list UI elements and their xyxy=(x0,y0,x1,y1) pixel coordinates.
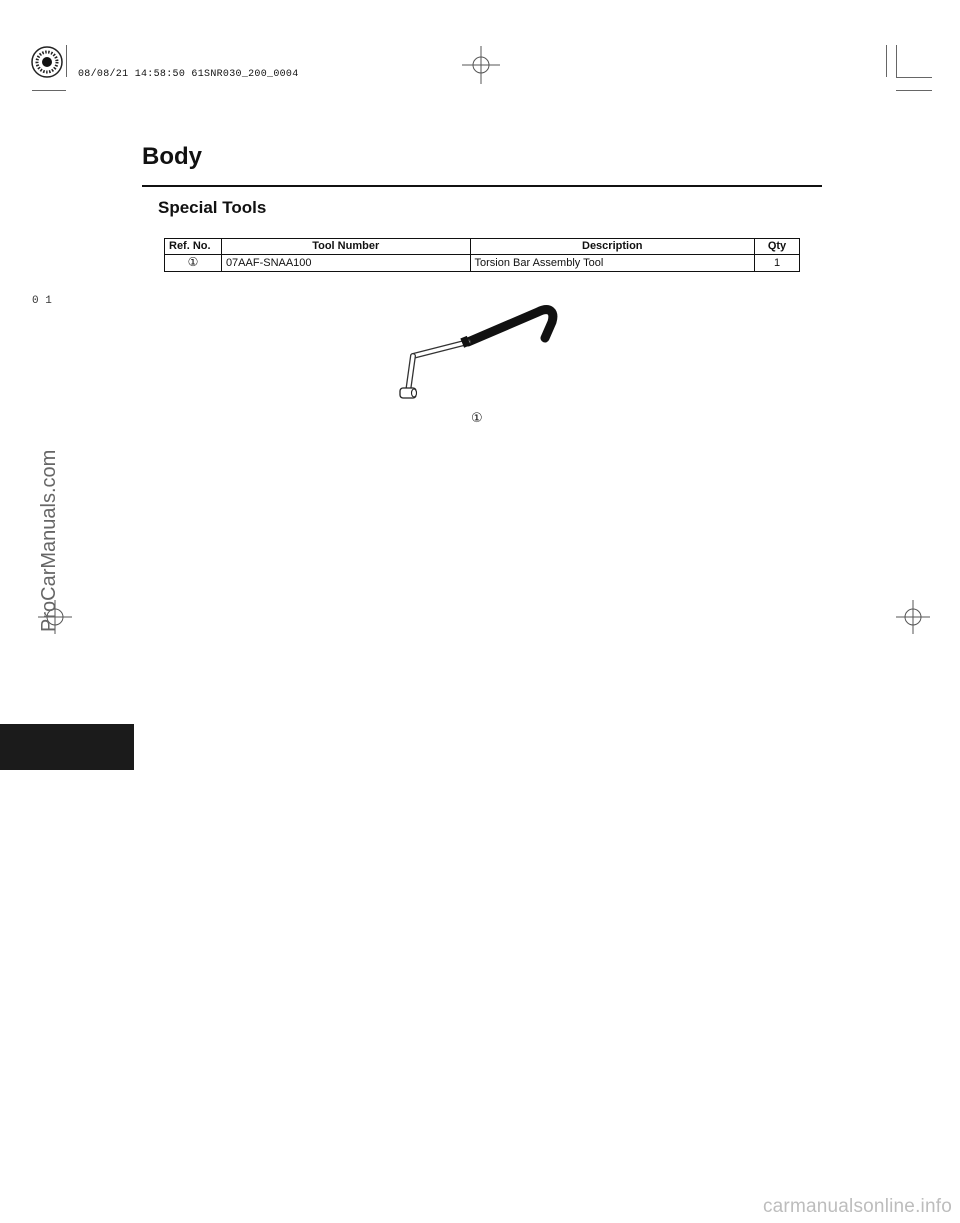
torsion-bar-tool-illustration xyxy=(390,298,565,410)
crop-mark xyxy=(896,90,932,91)
crop-mark xyxy=(896,77,932,78)
print-stamp: 08/08/21 14:58:50 61SNR030_200_0004 xyxy=(78,69,299,80)
subsection-title: Special Tools xyxy=(158,198,267,217)
section-title: Body xyxy=(142,143,202,170)
vertical-watermark: ProCarManuals.com xyxy=(38,449,60,632)
footer-watermark: carmanualsonline.info xyxy=(762,1196,952,1217)
side-page-number: 0 1 xyxy=(32,295,52,307)
column-header-ref: Ref. No. xyxy=(165,239,222,255)
registration-mark-icon xyxy=(30,45,64,79)
column-header-description: Description xyxy=(470,239,755,255)
column-header-qty: Qty xyxy=(755,239,800,255)
column-header-tool-number: Tool Number xyxy=(221,239,470,255)
table-row xyxy=(165,255,800,272)
qty-cell: 1 xyxy=(755,255,800,272)
illustration-callout: ① xyxy=(471,410,483,425)
crop-mark xyxy=(886,45,887,77)
crosshair-icon xyxy=(896,600,930,634)
ref-cell xyxy=(165,255,222,272)
table-header-row xyxy=(165,239,800,255)
crop-mark xyxy=(32,90,66,91)
ref-number: ① xyxy=(187,255,199,269)
section-divider xyxy=(142,185,822,187)
crosshair-icon xyxy=(462,46,500,84)
crop-mark xyxy=(66,45,67,77)
section-thumb-tab xyxy=(0,724,134,770)
description-cell: Torsion Bar Assembly Tool xyxy=(470,255,755,272)
tool-number-cell: 07AAF-SNAA100 xyxy=(221,255,470,272)
special-tools-table xyxy=(164,238,800,272)
crop-mark xyxy=(896,45,897,77)
